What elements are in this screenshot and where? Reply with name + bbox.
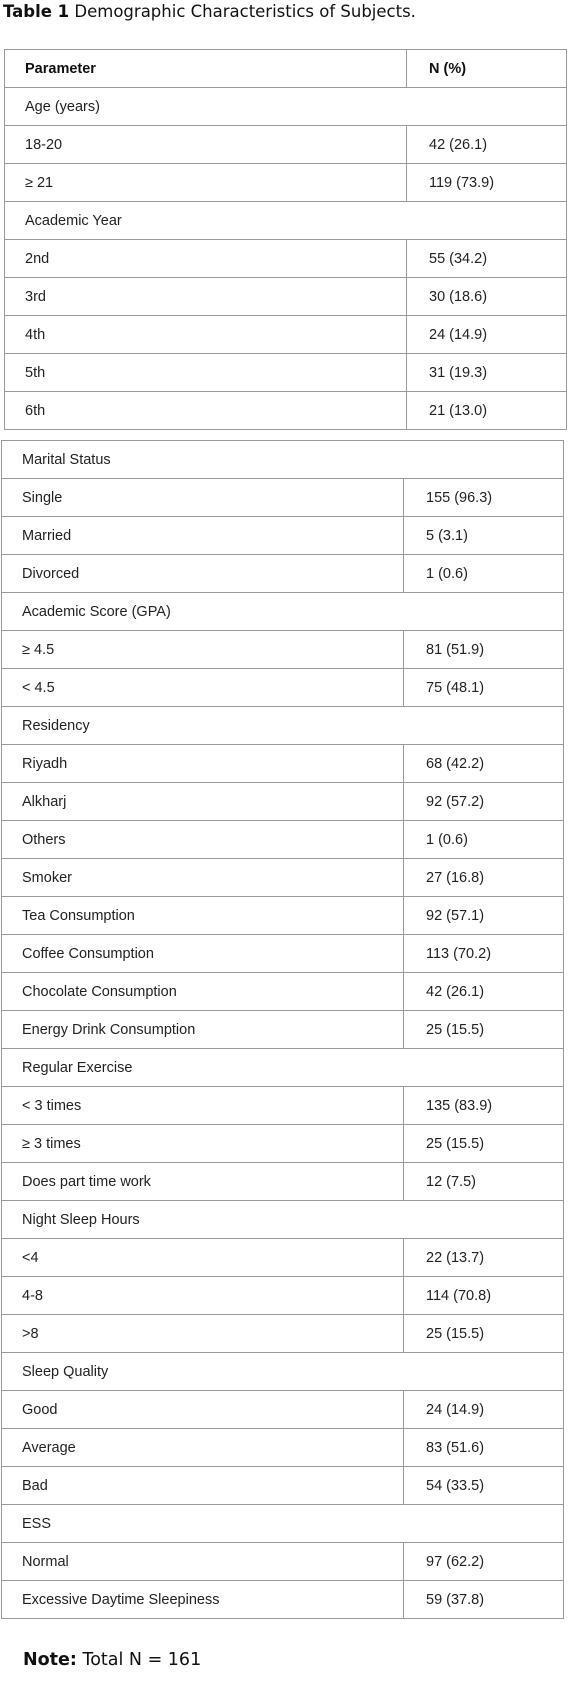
- count-percent-cell: 27 (16.8): [404, 859, 564, 897]
- section-header-row: [2, 1353, 564, 1391]
- parameter-cell: Single: [2, 479, 404, 517]
- count-percent-cell: 25 (15.5): [404, 1315, 564, 1353]
- header-parameter: Parameter: [5, 50, 407, 88]
- parameter-cell: Excessive Daytime Sleepiness: [2, 1581, 404, 1619]
- section-label: ESS: [2, 1505, 564, 1543]
- table-note: [23, 1650, 201, 1670]
- table-row: [5, 354, 567, 392]
- parameter-cell: 6th: [5, 392, 407, 430]
- section-label: Regular Exercise: [2, 1049, 564, 1087]
- count-percent-cell: 59 (37.8): [404, 1581, 564, 1619]
- section-header-row: [2, 441, 564, 479]
- table-row: [5, 164, 567, 202]
- table-row: [2, 1467, 564, 1505]
- count-percent-cell: 75 (48.1): [404, 669, 564, 707]
- table-row: [2, 479, 564, 517]
- table-row: [2, 1239, 564, 1277]
- parameter-cell: >8: [2, 1315, 404, 1353]
- table-caption: [3, 2, 416, 21]
- table-row: [2, 1163, 564, 1201]
- parameter-cell: 4th: [5, 316, 407, 354]
- count-percent-cell: 30 (18.6): [407, 278, 567, 316]
- table-row: [2, 973, 564, 1011]
- table-row: [2, 1125, 564, 1163]
- table-row: [2, 745, 564, 783]
- table-row: [2, 897, 564, 935]
- count-percent-cell: 21 (13.0): [407, 392, 567, 430]
- table-row: [2, 555, 564, 593]
- parameter-cell: Married: [2, 517, 404, 555]
- count-percent-cell: 42 (26.1): [404, 973, 564, 1011]
- parameter-cell: ≥ 4.5: [2, 631, 404, 669]
- section-label: Marital Status: [2, 441, 564, 479]
- table-row: [5, 278, 567, 316]
- parameter-cell: Riyadh: [2, 745, 404, 783]
- table-row: [5, 126, 567, 164]
- parameter-cell: Chocolate Consumption: [2, 973, 404, 1011]
- count-percent-cell: 55 (34.2): [407, 240, 567, 278]
- count-percent-cell: 135 (83.9): [404, 1087, 564, 1125]
- table-row: [5, 392, 567, 430]
- count-percent-cell: 97 (62.2): [404, 1543, 564, 1581]
- table-row: [5, 240, 567, 278]
- parameter-cell: Average: [2, 1429, 404, 1467]
- parameter-cell: Smoker: [2, 859, 404, 897]
- count-percent-cell: 42 (26.1): [407, 126, 567, 164]
- table-header-row: [5, 50, 567, 88]
- parameter-cell: Does part time work: [2, 1163, 404, 1201]
- note-text: Total N = 161: [82, 1650, 202, 1670]
- table-number: Table 1: [3, 2, 70, 21]
- parameter-cell: Good: [2, 1391, 404, 1429]
- table-row: [2, 783, 564, 821]
- parameter-cell: Bad: [2, 1467, 404, 1505]
- count-percent-cell: 25 (15.5): [404, 1011, 564, 1049]
- table-row: [2, 1011, 564, 1049]
- section-header-row: [2, 593, 564, 631]
- parameter-cell: Alkharj: [2, 783, 404, 821]
- count-percent-cell: 25 (15.5): [404, 1125, 564, 1163]
- note-label: Note:: [23, 1650, 77, 1670]
- table-row: [5, 316, 567, 354]
- count-percent-cell: 1 (0.6): [404, 555, 564, 593]
- section-header-row: [5, 88, 567, 126]
- table-row: [2, 1429, 564, 1467]
- table-row: [2, 1391, 564, 1429]
- count-percent-cell: 81 (51.9): [404, 631, 564, 669]
- count-percent-cell: 155 (96.3): [404, 479, 564, 517]
- table-row: [2, 821, 564, 859]
- section-header-row: [2, 1049, 564, 1087]
- parameter-cell: Divorced: [2, 555, 404, 593]
- count-percent-cell: 24 (14.9): [407, 316, 567, 354]
- section-label: Age (years): [5, 88, 567, 126]
- parameter-cell: 2nd: [5, 240, 407, 278]
- parameter-cell: ≥ 3 times: [2, 1125, 404, 1163]
- parameter-cell: Normal: [2, 1543, 404, 1581]
- count-percent-cell: 68 (42.2): [404, 745, 564, 783]
- section-header-row: [5, 202, 567, 240]
- count-percent-cell: 5 (3.1): [404, 517, 564, 555]
- demographics-table-part-1: [4, 49, 567, 430]
- section-header-row: [2, 1201, 564, 1239]
- count-percent-cell: 92 (57.1): [404, 897, 564, 935]
- section-label: Sleep Quality: [2, 1353, 564, 1391]
- parameter-cell: ≥ 21: [5, 164, 407, 202]
- table-row: [2, 859, 564, 897]
- table-row: [2, 1543, 564, 1581]
- parameter-cell: Energy Drink Consumption: [2, 1011, 404, 1049]
- parameter-cell: < 4.5: [2, 669, 404, 707]
- parameter-cell: Others: [2, 821, 404, 859]
- count-percent-cell: 54 (33.5): [404, 1467, 564, 1505]
- section-label: Residency: [2, 707, 564, 745]
- section-label: Academic Score (GPA): [2, 593, 564, 631]
- section-header-row: [2, 707, 564, 745]
- count-percent-cell: 1 (0.6): [404, 821, 564, 859]
- count-percent-cell: 24 (14.9): [404, 1391, 564, 1429]
- table-row: [2, 1277, 564, 1315]
- count-percent-cell: 119 (73.9): [407, 164, 567, 202]
- section-header-row: [2, 1505, 564, 1543]
- table-row: [2, 631, 564, 669]
- parameter-cell: <4: [2, 1239, 404, 1277]
- table-row: [2, 935, 564, 973]
- parameter-cell: 4-8: [2, 1277, 404, 1315]
- table-row: [2, 669, 564, 707]
- demographics-table-part-2: [1, 440, 564, 1619]
- count-percent-cell: 83 (51.6): [404, 1429, 564, 1467]
- section-label: Academic Year: [5, 202, 567, 240]
- count-percent-cell: 114 (70.8): [404, 1277, 564, 1315]
- count-percent-cell: 113 (70.2): [404, 935, 564, 973]
- count-percent-cell: 31 (19.3): [407, 354, 567, 392]
- parameter-cell: 3rd: [5, 278, 407, 316]
- section-label: Night Sleep Hours: [2, 1201, 564, 1239]
- parameter-cell: 5th: [5, 354, 407, 392]
- count-percent-cell: 22 (13.7): [404, 1239, 564, 1277]
- table-row: [2, 517, 564, 555]
- table-row: [2, 1315, 564, 1353]
- parameter-cell: 18-20: [5, 126, 407, 164]
- parameter-cell: Coffee Consumption: [2, 935, 404, 973]
- table-title: Demographic Characteristics of Subjects.: [74, 2, 416, 21]
- header-n-percent: N (%): [407, 50, 567, 88]
- count-percent-cell: 92 (57.2): [404, 783, 564, 821]
- count-percent-cell: 12 (7.5): [404, 1163, 564, 1201]
- table-row: [2, 1581, 564, 1619]
- parameter-cell: Tea Consumption: [2, 897, 404, 935]
- parameter-cell: < 3 times: [2, 1087, 404, 1125]
- table-row: [2, 1087, 564, 1125]
